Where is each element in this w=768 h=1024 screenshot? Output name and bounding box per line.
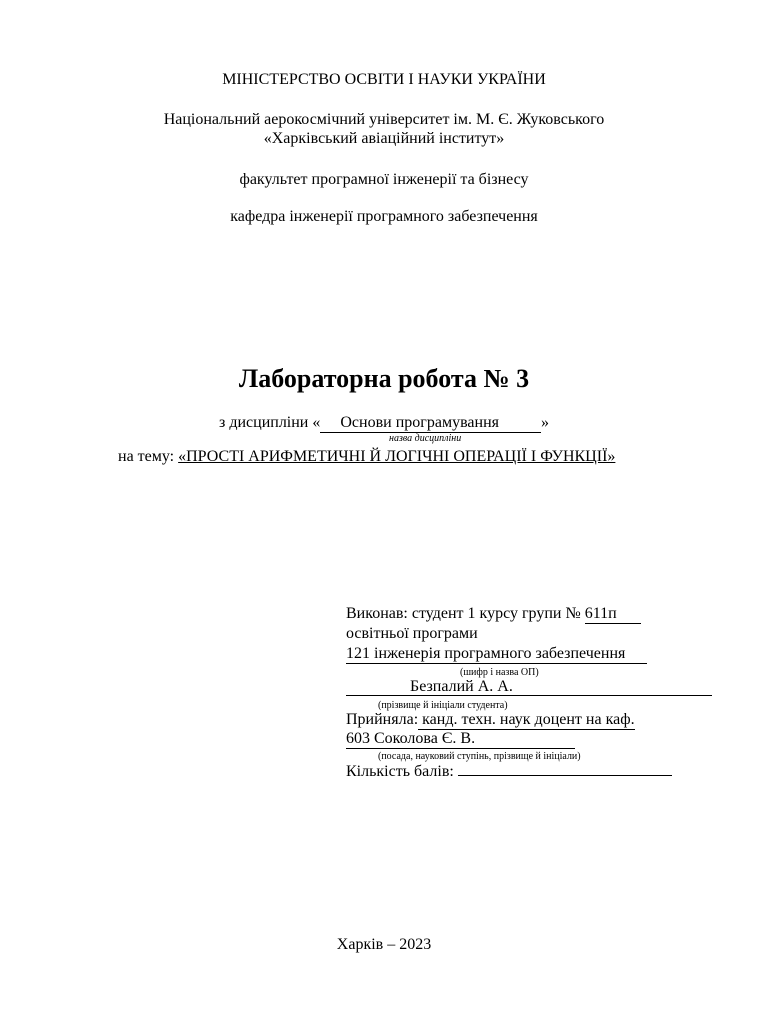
accepted-position: канд. техн. наук доцент на каф. xyxy=(422,711,635,728)
ministry-heading: МІНІСТЕРСТВО ОСВІТИ І НАУКИ УКРАЇНИ xyxy=(222,71,546,88)
discipline-line xyxy=(0,414,768,433)
group-underline xyxy=(585,604,641,624)
program-label: освітньої програми xyxy=(346,625,478,642)
institute-name: «Харківський авіаційний інститут» xyxy=(263,130,505,147)
student-line xyxy=(346,677,712,696)
program-caption: (шифр і назва ОП) xyxy=(460,667,539,678)
student-name: Безпалий А. А. xyxy=(410,678,513,695)
performed-prefix: Виконав: студент 1 курсу групи № xyxy=(346,605,581,622)
group-number: 611п xyxy=(584,605,617,622)
accepted-line-2 xyxy=(346,729,575,749)
accepted-caption: (посада, науковий ступінь, прізвище й ініціали) xyxy=(378,751,581,762)
score-line xyxy=(346,761,672,781)
discipline-suffix: » xyxy=(541,414,549,431)
accepted-name: 603 Соколова Є. В. xyxy=(346,730,476,747)
discipline-name: Основи програмування xyxy=(340,414,499,431)
discipline-prefix: з дисципліни « xyxy=(219,414,321,431)
discipline-caption: назва дисципліни xyxy=(389,433,462,444)
discipline-underline xyxy=(320,414,541,433)
program-name: 121 інженерія програмного забезпечення xyxy=(346,645,626,662)
score-label: Кількість балів: xyxy=(346,763,454,780)
topic-prefix: на тему: xyxy=(118,448,175,465)
city-year: Харків – 2023 xyxy=(336,936,432,953)
work-title: Лабораторна робота № 3 xyxy=(238,364,530,393)
accepted-underline-2 xyxy=(346,729,575,749)
info-block xyxy=(346,604,716,784)
program-underline xyxy=(346,644,647,664)
student-caption: (прізвище й ініціали студента) xyxy=(378,700,508,711)
faculty-name: факультет програмної інженерії та бізнесу xyxy=(239,171,529,188)
topic-line xyxy=(118,448,615,466)
topic-text: «ПРОСТІ АРИФМЕТИЧНІ Й ЛОГІЧНІ ОПЕРАЦІЇ І ФУНКЦІЇ» xyxy=(178,448,616,465)
accepted-line xyxy=(346,710,635,730)
accepted-underline-1 xyxy=(418,710,634,730)
university-name: Національний аерокосмічний університет ім. М. Є. Жуковського xyxy=(163,111,605,128)
program-line xyxy=(346,644,647,664)
performed-line xyxy=(346,604,641,624)
score-blank xyxy=(458,761,672,776)
accepted-prefix: Прийняла: xyxy=(346,711,419,728)
department-name: кафедра інженерії програмного забезпечення xyxy=(230,208,538,225)
